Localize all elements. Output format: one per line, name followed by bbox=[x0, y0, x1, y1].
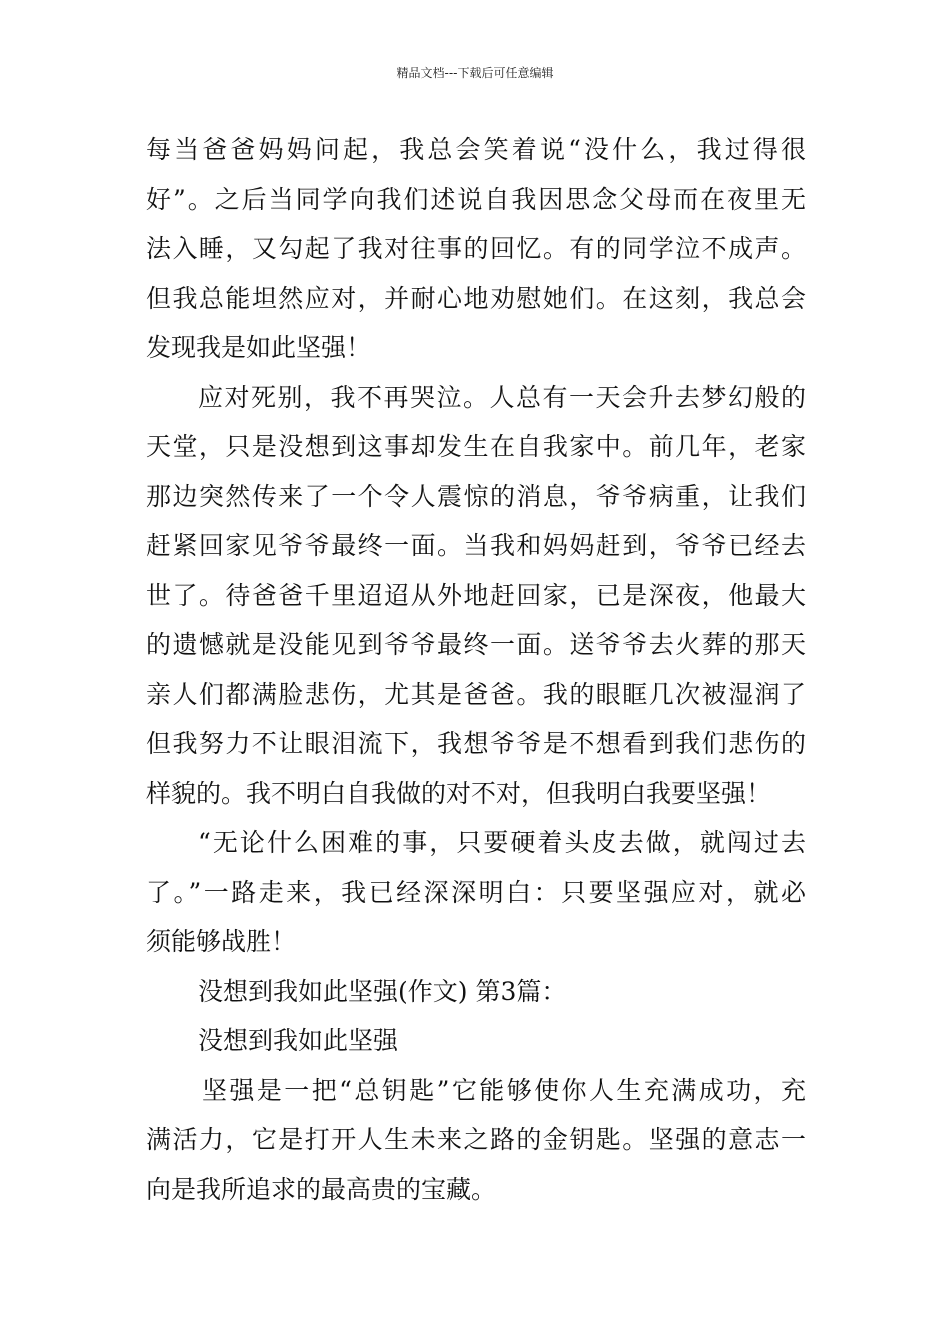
text-line: 世了。待爸爸千里迢迢从外地赶回家，已是深夜，他最大 bbox=[146, 580, 806, 610]
text-line: 但我努力不让眼泪流下，我想爷爷是不想看到我们悲伤的 bbox=[146, 729, 806, 758]
text-line: 向是我所追求的最高贵的宝藏。 bbox=[146, 1174, 497, 1204]
text-line: 但我总能坦然应对，并耐心地劝慰她们。在这刻，我总会 bbox=[146, 283, 806, 313]
text-line: 满活力，它是打开人生未来之路的金钥匙。坚强的意志一 bbox=[146, 1125, 806, 1154]
text-line: 天堂，只是没想到这事却发生在自我家中。前几年，老家 bbox=[146, 432, 806, 461]
text-line: 赶紧回家见爷爷最终一面。当我和妈妈赶到，爷爷已经去 bbox=[146, 531, 806, 560]
text-line: 的遗憾就是没能见到爷爷最终一面。送爷爷去火葬的那天 bbox=[146, 630, 806, 659]
body-text bbox=[146, 125, 806, 1214]
text-line: 须能够战胜！ bbox=[146, 927, 297, 956]
text-line: 那边突然传来了一个令人震惊的消息，爷爷病重，让我们 bbox=[146, 481, 806, 511]
article-title-line: 没想到我如此坚强 bbox=[198, 1026, 399, 1055]
text-line: 每当爸爸妈妈问起，我总会笑着说“没什么，我过得很 bbox=[146, 135, 806, 164]
text-line: 亲人们都满脸悲伤，尤其是爸爸。我的眼眶几次被湿润了 bbox=[146, 679, 806, 709]
text-line: 好”。之后当同学向我们述说自我因思念父母而在夜里无 bbox=[146, 184, 806, 214]
text-line: 法入睡，又勾起了我对往事的回忆。有的同学泣不成声。 bbox=[146, 234, 806, 263]
section-title-line: 没想到我如此坚强(作文) 第3篇： bbox=[198, 976, 567, 1006]
text-line: 应对死别，我不再哭泣。人总有一天会升去梦幻般的 bbox=[198, 382, 806, 412]
text-line: 发现我是如此坚强！ bbox=[146, 333, 372, 362]
text-line: 样貌的。我不明白自我做的对不对，但我明白我要坚强！ bbox=[146, 778, 772, 808]
text-line: 了。”一路走来，我已经深深明白：只要坚强应对，就必 bbox=[146, 877, 806, 907]
page-header: 精品文档---下载后可任意编辑 bbox=[396, 66, 554, 80]
text-line: 坚强是一把“总钥匙”它能够使你人生充满成功，充 bbox=[202, 1075, 806, 1105]
text-line: “无论什么困难的事，只要硬着头皮去做，就闯过去 bbox=[198, 828, 806, 857]
